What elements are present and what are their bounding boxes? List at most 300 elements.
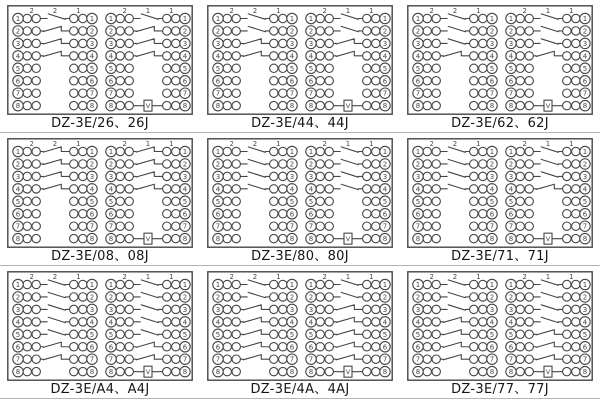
terminal-circle bbox=[279, 197, 287, 205]
terminal-number: 6 bbox=[382, 210, 388, 219]
terminal-number: 7 bbox=[108, 355, 114, 364]
coil-label: V bbox=[345, 368, 351, 377]
terminal-number: 4 bbox=[215, 52, 221, 61]
terminal-circle bbox=[572, 39, 580, 47]
terminal-circle bbox=[423, 27, 431, 35]
terminal-number: 3 bbox=[89, 172, 95, 181]
terminal-circle bbox=[516, 197, 524, 205]
terminal-number: 5 bbox=[382, 64, 388, 73]
terminal-number: 2 bbox=[308, 293, 314, 302]
terminal-circle bbox=[23, 197, 31, 205]
terminal-number: 4 bbox=[308, 52, 314, 61]
relay-panel bbox=[400, 271, 600, 398]
terminal-circle bbox=[316, 89, 324, 97]
terminal-number: 7 bbox=[382, 355, 388, 364]
terminal-circle bbox=[470, 89, 478, 97]
terminal-circle bbox=[23, 101, 31, 109]
terminal-circle bbox=[563, 77, 571, 85]
terminal-circle bbox=[223, 210, 231, 218]
terminal-circle bbox=[79, 39, 87, 47]
terminal-number: 7 bbox=[508, 222, 514, 231]
terminal-circle bbox=[125, 210, 133, 218]
terminal-circle bbox=[432, 39, 440, 47]
terminal-number: 7 bbox=[582, 89, 588, 98]
terminal-circle bbox=[470, 101, 478, 109]
terminal-number: 5 bbox=[89, 197, 95, 206]
terminal-circle bbox=[32, 147, 40, 155]
terminal-circle bbox=[363, 305, 371, 313]
terminal-circle bbox=[516, 293, 524, 301]
terminal-number: 8 bbox=[508, 235, 514, 244]
relay-panel bbox=[400, 5, 600, 132]
diagram-row bbox=[0, 266, 600, 399]
terminal-circle bbox=[279, 89, 287, 97]
terminal-circle bbox=[572, 160, 580, 168]
terminal-circle bbox=[563, 39, 571, 47]
terminal-circle bbox=[125, 355, 133, 363]
pair-number-label: 2 bbox=[229, 273, 234, 281]
terminal-circle bbox=[325, 234, 333, 242]
terminal-number: 3 bbox=[415, 39, 421, 48]
terminal-circle bbox=[516, 39, 524, 47]
terminal-circle bbox=[163, 305, 171, 313]
terminal-circle bbox=[125, 185, 133, 193]
terminal-circle bbox=[516, 14, 524, 22]
terminal-circle bbox=[372, 185, 380, 193]
terminal-number: 8 bbox=[489, 235, 495, 244]
relay-terminal-diagram bbox=[7, 5, 193, 115]
terminal-number: 1 bbox=[582, 15, 588, 23]
terminal-number: 4 bbox=[108, 185, 114, 194]
terminal-circle bbox=[116, 197, 124, 205]
terminal-number: 5 bbox=[582, 64, 588, 73]
terminal-number: 2 bbox=[182, 160, 188, 169]
terminal-circle bbox=[572, 14, 580, 22]
terminal-number: 1 bbox=[15, 148, 21, 156]
terminal-number: 4 bbox=[508, 318, 514, 327]
terminal-number: 6 bbox=[289, 77, 295, 86]
terminal-circle bbox=[232, 330, 240, 338]
terminal-number: 4 bbox=[89, 52, 95, 61]
terminal-circle bbox=[325, 101, 333, 109]
terminal-number: 5 bbox=[308, 197, 314, 206]
terminal-circle bbox=[279, 367, 287, 375]
diagram-row bbox=[0, 133, 600, 266]
terminal-circle bbox=[23, 89, 31, 97]
terminal-number: 8 bbox=[15, 235, 21, 244]
terminal-circle bbox=[516, 160, 524, 168]
terminal-circle bbox=[270, 64, 278, 72]
terminal-number: 1 bbox=[89, 281, 95, 289]
terminal-circle bbox=[470, 234, 478, 242]
relay-terminal-diagram bbox=[207, 5, 393, 115]
terminal-number: 6 bbox=[582, 210, 588, 219]
diagram-row bbox=[0, 0, 600, 133]
terminal-number: 8 bbox=[89, 368, 95, 377]
panel-label: DZ-3E/44、44J bbox=[251, 116, 349, 131]
terminal-circle bbox=[23, 222, 31, 230]
terminal-number: 4 bbox=[308, 185, 314, 194]
terminal-circle bbox=[79, 293, 87, 301]
terminal-number: 3 bbox=[308, 39, 314, 48]
terminal-circle bbox=[125, 234, 133, 242]
terminal-circle bbox=[172, 147, 180, 155]
terminal-circle bbox=[525, 280, 533, 288]
relay-panel bbox=[200, 5, 400, 132]
terminal-circle bbox=[163, 64, 171, 72]
terminal-circle bbox=[563, 234, 571, 242]
pair-number-label: 1 bbox=[476, 7, 481, 15]
terminal-circle bbox=[223, 305, 231, 313]
terminal-circle bbox=[423, 355, 431, 363]
terminal-circle bbox=[23, 367, 31, 375]
contact-number-label: 1 bbox=[345, 273, 351, 281]
terminal-circle bbox=[270, 293, 278, 301]
terminal-circle bbox=[79, 222, 87, 230]
terminal-circle bbox=[70, 355, 78, 363]
terminal-circle bbox=[363, 280, 371, 288]
terminal-circle bbox=[32, 89, 40, 97]
terminal-circle bbox=[470, 39, 478, 47]
terminal-circle bbox=[23, 293, 31, 301]
terminal-circle bbox=[316, 234, 324, 242]
terminal-circle bbox=[432, 185, 440, 193]
terminal-number: 2 bbox=[108, 293, 114, 302]
terminal-number: 5 bbox=[308, 64, 314, 73]
terminal-circle bbox=[32, 343, 40, 351]
terminal-number: 4 bbox=[508, 185, 514, 194]
terminal-circle bbox=[470, 64, 478, 72]
terminal-circle bbox=[172, 293, 180, 301]
terminal-circle bbox=[79, 89, 87, 97]
terminal-circle bbox=[325, 27, 333, 35]
terminal-circle bbox=[163, 14, 171, 22]
terminal-circle bbox=[163, 280, 171, 288]
terminal-circle bbox=[516, 185, 524, 193]
terminal-number: 4 bbox=[582, 318, 588, 327]
panel-label: DZ-3E/71、71J bbox=[451, 249, 549, 264]
terminal-circle bbox=[125, 14, 133, 22]
terminal-circle bbox=[232, 280, 240, 288]
terminal-circle bbox=[172, 318, 180, 326]
terminal-circle bbox=[325, 222, 333, 230]
terminal-number: 4 bbox=[582, 185, 588, 194]
terminal-number: 1 bbox=[508, 281, 514, 289]
terminal-circle bbox=[270, 89, 278, 97]
terminal-circle bbox=[525, 64, 533, 72]
terminal-circle bbox=[432, 330, 440, 338]
terminal-circle bbox=[479, 197, 487, 205]
terminal-number: 2 bbox=[582, 293, 588, 302]
terminal-circle bbox=[163, 77, 171, 85]
terminal-circle bbox=[172, 27, 180, 35]
terminal-number: 8 bbox=[415, 102, 421, 111]
terminal-circle bbox=[325, 185, 333, 193]
terminal-circle bbox=[563, 355, 571, 363]
terminal-circle bbox=[363, 39, 371, 47]
terminal-number: 4 bbox=[215, 318, 221, 327]
terminal-number: 3 bbox=[489, 39, 495, 48]
terminal-number: 3 bbox=[308, 172, 314, 181]
terminal-circle bbox=[363, 27, 371, 35]
terminal-circle bbox=[479, 234, 487, 242]
terminal-number: 4 bbox=[489, 318, 495, 327]
terminal-circle bbox=[232, 64, 240, 72]
terminal-number: 5 bbox=[508, 330, 514, 339]
terminal-circle bbox=[23, 172, 31, 180]
terminal-circle bbox=[163, 89, 171, 97]
terminal-circle bbox=[572, 101, 580, 109]
terminal-number: 5 bbox=[15, 197, 21, 206]
terminal-circle bbox=[572, 355, 580, 363]
terminal-circle bbox=[563, 64, 571, 72]
terminal-circle bbox=[479, 355, 487, 363]
terminal-number: 7 bbox=[415, 89, 421, 98]
terminal-circle bbox=[423, 160, 431, 168]
terminal-circle bbox=[163, 318, 171, 326]
terminal-circle bbox=[325, 210, 333, 218]
terminal-circle bbox=[270, 355, 278, 363]
terminal-number: 7 bbox=[382, 89, 388, 98]
terminal-circle bbox=[479, 39, 487, 47]
coil-label: V bbox=[545, 102, 551, 111]
terminal-circle bbox=[479, 305, 487, 313]
terminal-circle bbox=[372, 293, 380, 301]
terminal-circle bbox=[172, 343, 180, 351]
terminal-circle bbox=[325, 89, 333, 97]
terminal-circle bbox=[163, 367, 171, 375]
terminal-circle bbox=[23, 355, 31, 363]
relay-terminal-diagram bbox=[407, 271, 593, 381]
terminal-circle bbox=[163, 172, 171, 180]
terminal-circle bbox=[572, 280, 580, 288]
terminal-circle bbox=[279, 39, 287, 47]
terminal-number: 6 bbox=[182, 210, 188, 219]
relay-terminal-diagram bbox=[407, 5, 593, 115]
terminal-number: 1 bbox=[289, 281, 295, 289]
terminal-circle bbox=[79, 280, 87, 288]
terminal-circle bbox=[79, 101, 87, 109]
terminal-circle bbox=[32, 210, 40, 218]
terminal-circle bbox=[316, 172, 324, 180]
terminal-circle bbox=[363, 185, 371, 193]
terminal-number: 6 bbox=[489, 77, 495, 86]
terminal-number: 5 bbox=[508, 197, 514, 206]
pair-number-label: 1 bbox=[476, 273, 481, 281]
terminal-number: 1 bbox=[415, 15, 421, 23]
terminal-number: 2 bbox=[415, 27, 421, 36]
terminal-circle bbox=[325, 14, 333, 22]
terminal-number: 6 bbox=[215, 343, 221, 352]
terminal-number: 7 bbox=[108, 89, 114, 98]
terminal-circle bbox=[432, 197, 440, 205]
panel-label: DZ-3E/4A、4AJ bbox=[250, 382, 350, 397]
terminal-circle bbox=[372, 160, 380, 168]
terminal-circle bbox=[525, 305, 533, 313]
terminal-number: 6 bbox=[489, 343, 495, 352]
terminal-circle bbox=[516, 305, 524, 313]
terminal-number: 7 bbox=[89, 355, 95, 364]
terminal-circle bbox=[432, 367, 440, 375]
terminal-number: 2 bbox=[308, 27, 314, 36]
terminal-circle bbox=[325, 64, 333, 72]
terminal-number: 2 bbox=[508, 293, 514, 302]
terminal-number: 4 bbox=[308, 318, 314, 327]
terminal-number: 3 bbox=[215, 39, 221, 48]
terminal-number: 5 bbox=[489, 197, 495, 206]
terminal-circle bbox=[116, 293, 124, 301]
terminal-circle bbox=[316, 39, 324, 47]
terminal-circle bbox=[363, 330, 371, 338]
contact-number-label: 1 bbox=[545, 7, 551, 15]
terminal-number: 2 bbox=[289, 27, 295, 36]
terminal-number: 5 bbox=[182, 330, 188, 339]
contact-number-label: 2 bbox=[52, 7, 58, 15]
terminal-circle bbox=[316, 14, 324, 22]
panel-label: DZ-3E/26、26J bbox=[51, 116, 149, 131]
pair-number-label: 2 bbox=[229, 140, 234, 148]
terminal-circle bbox=[116, 39, 124, 47]
terminal-number: 8 bbox=[108, 102, 114, 111]
terminal-circle bbox=[563, 343, 571, 351]
terminal-circle bbox=[70, 27, 78, 35]
terminal-number: 5 bbox=[382, 197, 388, 206]
terminal-number: 5 bbox=[215, 330, 221, 339]
terminal-circle bbox=[172, 77, 180, 85]
terminal-circle bbox=[316, 52, 324, 60]
terminal-circle bbox=[525, 160, 533, 168]
terminal-circle bbox=[125, 172, 133, 180]
terminal-number: 4 bbox=[108, 52, 114, 61]
terminal-circle bbox=[70, 293, 78, 301]
terminal-circle bbox=[279, 14, 287, 22]
terminal-circle bbox=[163, 293, 171, 301]
terminal-number: 8 bbox=[582, 235, 588, 244]
contact-number-label: 2 bbox=[52, 273, 58, 281]
terminal-circle bbox=[116, 101, 124, 109]
terminal-circle bbox=[125, 318, 133, 326]
terminal-number: 8 bbox=[508, 368, 514, 377]
terminal-number: 2 bbox=[508, 160, 514, 169]
terminal-number: 8 bbox=[15, 368, 21, 377]
terminal-circle bbox=[79, 77, 87, 85]
terminal-number: 3 bbox=[582, 172, 588, 181]
contact-number-label: 1 bbox=[145, 273, 151, 281]
terminal-number: 6 bbox=[215, 210, 221, 219]
terminal-circle bbox=[232, 172, 240, 180]
terminal-circle bbox=[372, 52, 380, 60]
terminal-circle bbox=[279, 185, 287, 193]
pair-number-label: 1 bbox=[369, 7, 374, 15]
terminal-circle bbox=[163, 197, 171, 205]
terminal-circle bbox=[363, 318, 371, 326]
terminal-circle bbox=[232, 160, 240, 168]
terminal-circle bbox=[363, 14, 371, 22]
terminal-circle bbox=[479, 27, 487, 35]
terminal-circle bbox=[363, 197, 371, 205]
terminal-number: 5 bbox=[415, 330, 421, 339]
terminal-number: 7 bbox=[289, 355, 295, 364]
terminal-circle bbox=[423, 367, 431, 375]
pair-number-label: 2 bbox=[322, 7, 327, 15]
terminal-circle bbox=[325, 355, 333, 363]
terminal-circle bbox=[270, 234, 278, 242]
terminal-circle bbox=[432, 210, 440, 218]
terminal-number: 6 bbox=[508, 210, 514, 219]
relay-panel bbox=[200, 271, 400, 398]
terminal-circle bbox=[572, 185, 580, 193]
terminal-circle bbox=[572, 52, 580, 60]
terminal-number: 8 bbox=[89, 102, 95, 111]
terminal-circle bbox=[470, 318, 478, 326]
terminal-circle bbox=[423, 77, 431, 85]
terminal-number: 8 bbox=[182, 368, 188, 377]
terminal-circle bbox=[232, 222, 240, 230]
terminal-circle bbox=[316, 305, 324, 313]
terminal-circle bbox=[325, 172, 333, 180]
contact-number-label: 2 bbox=[252, 7, 258, 15]
terminal-number: 2 bbox=[89, 293, 95, 302]
terminal-circle bbox=[363, 147, 371, 155]
terminal-circle bbox=[363, 77, 371, 85]
terminal-circle bbox=[279, 280, 287, 288]
terminal-number: 7 bbox=[308, 222, 314, 231]
terminal-circle bbox=[325, 197, 333, 205]
terminal-circle bbox=[70, 147, 78, 155]
terminal-circle bbox=[563, 210, 571, 218]
terminal-circle bbox=[70, 172, 78, 180]
terminal-circle bbox=[79, 330, 87, 338]
terminal-number: 7 bbox=[489, 222, 495, 231]
pair-number-label: 1 bbox=[276, 7, 281, 15]
terminal-number: 1 bbox=[415, 281, 421, 289]
terminal-number: 4 bbox=[182, 185, 188, 194]
coil-label: V bbox=[545, 235, 551, 244]
terminal-circle bbox=[432, 14, 440, 22]
terminal-circle bbox=[372, 343, 380, 351]
terminal-circle bbox=[316, 64, 324, 72]
terminal-number: 3 bbox=[108, 39, 114, 48]
contact-number-label: 2 bbox=[252, 273, 258, 281]
terminal-circle bbox=[125, 222, 133, 230]
terminal-circle bbox=[432, 343, 440, 351]
terminal-number: 1 bbox=[582, 148, 588, 156]
terminal-circle bbox=[70, 343, 78, 351]
coil-label: V bbox=[345, 235, 351, 244]
terminal-circle bbox=[516, 172, 524, 180]
terminal-number: 2 bbox=[15, 160, 21, 169]
terminal-circle bbox=[372, 280, 380, 288]
terminal-circle bbox=[572, 147, 580, 155]
terminal-number: 3 bbox=[415, 305, 421, 314]
terminal-circle bbox=[325, 52, 333, 60]
terminal-circle bbox=[270, 280, 278, 288]
terminal-circle bbox=[572, 293, 580, 301]
terminal-circle bbox=[325, 147, 333, 155]
terminal-circle bbox=[423, 89, 431, 97]
terminal-number: 5 bbox=[415, 64, 421, 73]
terminal-number: 1 bbox=[382, 148, 388, 156]
terminal-circle bbox=[516, 234, 524, 242]
terminal-number: 7 bbox=[215, 222, 221, 231]
terminal-number: 1 bbox=[215, 281, 221, 289]
terminal-number: 7 bbox=[415, 222, 421, 231]
terminal-number: 8 bbox=[108, 368, 114, 377]
terminal-circle bbox=[279, 172, 287, 180]
terminal-circle bbox=[32, 355, 40, 363]
terminal-number: 8 bbox=[308, 368, 314, 377]
terminal-circle bbox=[163, 39, 171, 47]
